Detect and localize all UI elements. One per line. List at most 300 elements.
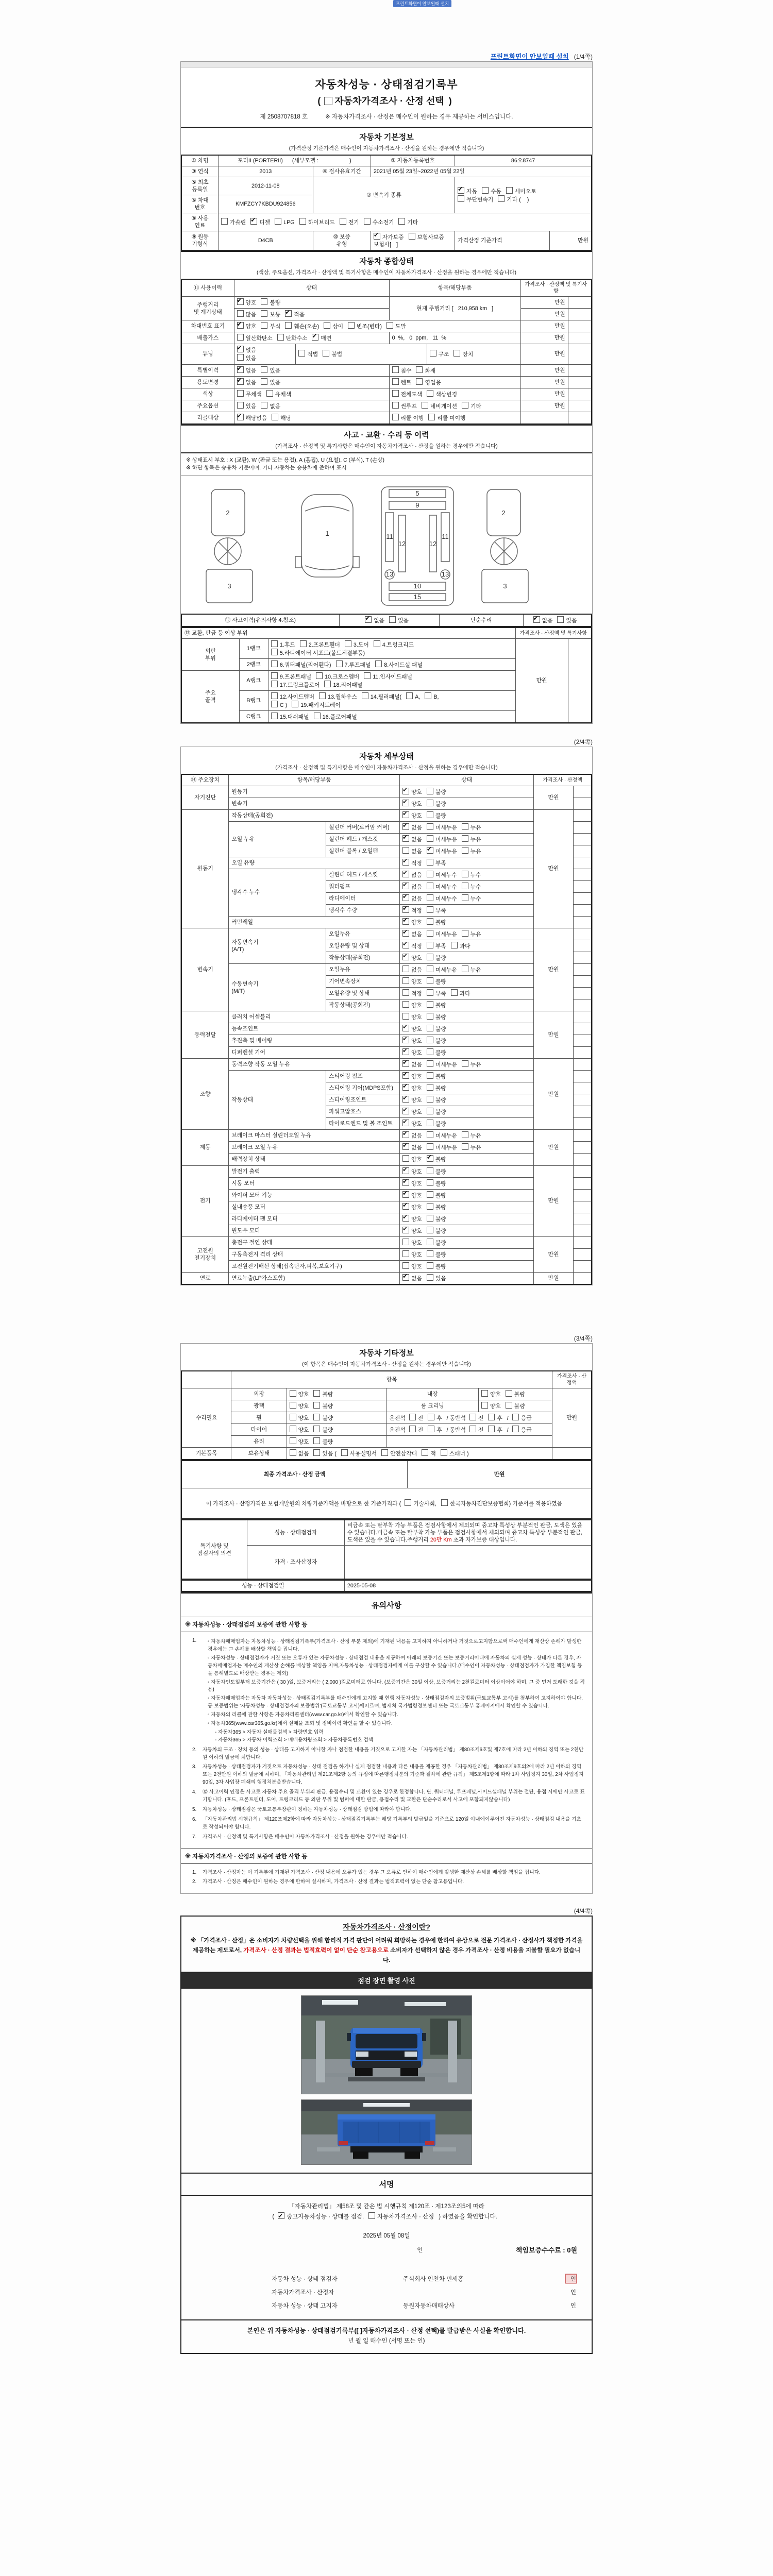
checkbox[interactable]: [402, 942, 409, 948]
checkbox[interactable]: [402, 930, 409, 937]
checkbox[interactable]: [402, 811, 409, 818]
checkbox[interactable]: [462, 402, 468, 409]
checkbox[interactable]: [402, 847, 409, 854]
checkbox[interactable]: [290, 1402, 296, 1409]
table-cell: [234, 388, 389, 400]
checkbox[interactable]: [402, 883, 409, 889]
checkbox[interactable]: [261, 298, 267, 305]
checkbox[interactable]: [374, 233, 380, 240]
option: [402, 894, 422, 903]
option: [427, 847, 457, 855]
checkbox[interactable]: [402, 1143, 409, 1150]
warranty-fee: 책임보증수수료 : 0원: [515, 2246, 577, 2255]
checkbox[interactable]: [462, 883, 468, 889]
checkbox[interactable]: [427, 1155, 433, 1162]
option: [402, 1131, 422, 1140]
checkbox[interactable]: [427, 883, 433, 889]
checkbox[interactable]: [427, 1215, 433, 1222]
table-cell: ⑥ 차대 번호: [181, 195, 218, 213]
option-label: 적법: [307, 351, 318, 358]
checkbox[interactable]: [488, 1426, 495, 1432]
checkbox[interactable]: [402, 1084, 409, 1091]
checkbox[interactable]: [402, 1215, 409, 1222]
checkbox[interactable]: [427, 1120, 433, 1126]
checkbox[interactable]: [261, 378, 267, 385]
checkbox[interactable]: [481, 1390, 488, 1397]
checkbox[interactable]: [341, 1449, 348, 1456]
checkbox[interactable]: [402, 1203, 409, 1210]
svg-text:2: 2: [501, 509, 506, 517]
checkbox[interactable]: [402, 1048, 409, 1055]
table-cell: 만원: [534, 928, 574, 1011]
checkbox[interactable]: [368, 2212, 375, 2219]
checkbox[interactable]: [427, 811, 433, 818]
checkbox[interactable]: [427, 954, 433, 960]
option-label: 없음: [245, 347, 257, 354]
checkbox[interactable]: [271, 692, 278, 699]
checkbox[interactable]: [278, 2212, 284, 2219]
table-cell: 스티어링 기어(MDPS포함): [326, 1082, 400, 1094]
checkbox[interactable]: [427, 1084, 433, 1091]
checkbox[interactable]: [402, 1120, 409, 1126]
option-label: 불량: [435, 1204, 446, 1211]
checkbox[interactable]: [427, 1108, 433, 1114]
option: [402, 859, 422, 867]
checkbox[interactable]: [427, 977, 433, 984]
checkbox[interactable]: [533, 616, 540, 623]
checkbox[interactable]: [312, 334, 318, 341]
svg-text:2: 2: [226, 509, 230, 517]
checkbox[interactable]: [261, 402, 267, 409]
checkbox[interactable]: [402, 989, 409, 996]
checkbox[interactable]: [313, 1390, 320, 1397]
checkbox[interactable]: [427, 1096, 433, 1103]
checkbox[interactable]: [364, 218, 371, 225]
checkbox[interactable]: [498, 195, 505, 202]
checkbox[interactable]: [427, 1274, 433, 1281]
option: [392, 378, 412, 386]
checkbox[interactable]: [324, 97, 332, 105]
checkbox[interactable]: [271, 713, 278, 719]
checkbox[interactable]: [428, 1426, 434, 1432]
checkbox[interactable]: [469, 1414, 476, 1420]
checkbox[interactable]: [427, 1203, 433, 1210]
option-label: 일산화탄소: [245, 335, 273, 342]
checkbox[interactable]: [402, 1191, 409, 1198]
checkbox[interactable]: [402, 1239, 409, 1245]
checkbox[interactable]: [298, 350, 305, 357]
checkbox[interactable]: [271, 640, 278, 647]
checkbox[interactable]: [221, 218, 228, 225]
option: [451, 942, 470, 950]
checkbox[interactable]: [427, 1143, 433, 1150]
checkbox[interactable]: [271, 681, 278, 687]
checkbox[interactable]: [462, 835, 468, 842]
checkbox[interactable]: [402, 1096, 409, 1103]
checkbox[interactable]: [409, 233, 415, 240]
option-label: 불량: [435, 1014, 446, 1021]
checkbox[interactable]: [340, 218, 346, 225]
sign-law-line-2: [272, 2214, 500, 2220]
table-cell: 동력조향 작동 오일 누유: [229, 1059, 400, 1071]
checkbox[interactable]: [323, 350, 329, 357]
option: [237, 354, 257, 362]
checkbox[interactable]: [405, 1499, 411, 1506]
checkbox[interactable]: [402, 1167, 409, 1174]
checkbox[interactable]: [402, 965, 409, 972]
checkbox[interactable]: [462, 1060, 468, 1067]
checkbox[interactable]: [348, 322, 355, 329]
table-cell: 단순수리: [439, 614, 523, 626]
checkbox[interactable]: [237, 414, 244, 420]
checkbox[interactable]: [314, 713, 321, 719]
table-cell: 등속조인트: [229, 1023, 400, 1035]
option-label: 불량: [322, 1391, 333, 1398]
option: [427, 965, 457, 974]
checkbox[interactable]: [398, 218, 405, 225]
checkbox[interactable]: [237, 354, 244, 361]
checkbox[interactable]: [402, 835, 409, 842]
option-label: 누유: [470, 836, 481, 843]
checkbox[interactable]: [557, 616, 564, 623]
checkbox[interactable]: [402, 1131, 409, 1138]
text-segment: 비금속 또는 탈부착 가능 부품은 점검사항에서 제외되며 중고차 특성상 부분적인 판금, 도색은 있을 수 있습니다.비금속 또는 탈부착 가능 부품은 점검사항에서 제외되며 중고차 특성상 부분적인 판금, 도색은 있을 수 있습니다.주행거리: [347, 1522, 583, 1544]
checkbox[interactable]: [427, 1262, 433, 1269]
checkbox[interactable]: [402, 823, 409, 830]
checkbox[interactable]: [458, 187, 464, 194]
checkbox[interactable]: [402, 800, 409, 806]
checkbox[interactable]: [237, 322, 244, 329]
checkbox[interactable]: [428, 414, 435, 420]
checkbox[interactable]: [261, 322, 267, 329]
option: [298, 350, 318, 358]
checkbox[interactable]: [451, 942, 458, 948]
table-cell: [573, 963, 592, 975]
checkbox[interactable]: [462, 847, 468, 854]
checkbox[interactable]: [237, 346, 244, 352]
checkbox[interactable]: [290, 1426, 296, 1432]
checkbox[interactable]: [427, 859, 433, 866]
checkbox[interactable]: [392, 366, 399, 373]
checkbox[interactable]: [427, 930, 433, 937]
table-cell: 오일 누유: [229, 821, 326, 857]
signer-row: [181, 2285, 592, 2299]
checkbox[interactable]: [427, 942, 433, 948]
checkbox[interactable]: [402, 1227, 409, 1233]
checkbox[interactable]: [271, 649, 278, 655]
checkbox[interactable]: [427, 823, 433, 830]
table-cell: [573, 869, 592, 880]
checkbox[interactable]: [427, 989, 433, 996]
checkbox[interactable]: [469, 1426, 476, 1432]
checkbox[interactable]: [237, 298, 244, 305]
option-label: 없음: [411, 895, 422, 902]
checkbox[interactable]: [316, 672, 323, 679]
table-cell: 브레이크 마스터 실린더오일 누유: [229, 1130, 400, 1142]
checkbox[interactable]: [422, 1449, 428, 1456]
checkbox[interactable]: [402, 906, 409, 913]
option: [221, 218, 246, 226]
checkbox[interactable]: [506, 187, 513, 194]
checkbox[interactable]: [427, 1048, 433, 1055]
checkbox[interactable]: [462, 871, 468, 877]
checkbox[interactable]: [299, 218, 306, 225]
checkbox[interactable]: [441, 1449, 447, 1456]
checkbox[interactable]: [416, 366, 423, 373]
table-cell: 주요 골격: [181, 671, 239, 723]
option-label: 가솔린: [229, 219, 246, 226]
checkbox[interactable]: [427, 1227, 433, 1233]
checkbox[interactable]: [441, 1499, 448, 1506]
checkbox[interactable]: [313, 1402, 320, 1409]
checkbox[interactable]: [285, 322, 292, 329]
checkbox[interactable]: [290, 1414, 296, 1420]
checkbox[interactable]: [271, 660, 278, 667]
checkbox[interactable]: [374, 640, 380, 647]
option: [278, 2212, 364, 2223]
top-install-badge[interactable]: 프린트화면이 안보일때 설치: [393, 0, 451, 7]
checkbox[interactable]: [402, 1274, 409, 1281]
checkbox[interactable]: [261, 366, 267, 373]
checkbox[interactable]: [237, 334, 244, 341]
option: [402, 1274, 422, 1282]
checkbox[interactable]: [277, 334, 284, 341]
confirm-line-2: 년 월 일 매수인 (서명 또는 인): [348, 2338, 425, 2345]
checkbox[interactable]: [427, 847, 433, 854]
option: [398, 218, 418, 226]
checkbox[interactable]: [336, 660, 343, 667]
option: [462, 1060, 481, 1069]
checkbox[interactable]: [364, 672, 371, 679]
option: [427, 1203, 446, 1211]
checkbox[interactable]: [409, 1426, 416, 1432]
checkbox[interactable]: [427, 788, 433, 794]
checkbox[interactable]: [453, 350, 460, 357]
checkbox[interactable]: [324, 681, 331, 687]
checkbox[interactable]: [462, 1131, 468, 1138]
option: [427, 1084, 446, 1092]
checkbox[interactable]: [313, 1414, 320, 1420]
checkbox[interactable]: [402, 871, 409, 877]
option-label: 불량: [435, 1074, 446, 1080]
checkbox[interactable]: [272, 414, 278, 420]
checkbox[interactable]: [290, 1449, 296, 1456]
checkbox[interactable]: [512, 1414, 519, 1420]
checkbox[interactable]: [319, 692, 326, 699]
checkbox[interactable]: [389, 616, 396, 623]
checkbox[interactable]: [425, 692, 431, 699]
checkbox[interactable]: [402, 1262, 409, 1269]
checkbox[interactable]: [237, 378, 244, 385]
option-label: 미세누유: [435, 848, 457, 855]
checkbox[interactable]: [392, 414, 399, 420]
checkbox[interactable]: [462, 930, 468, 937]
checkbox[interactable]: [409, 1414, 416, 1420]
checkbox[interactable]: [427, 1013, 433, 1020]
checkbox[interactable]: [402, 1001, 409, 1008]
section-subtitle: (이 항목은 매수인이 자동차가격조사 · 산정을 원하는 경우에만 적습니다): [302, 1361, 471, 1367]
table-cell: [573, 1047, 592, 1059]
option-label: 1.후드: [279, 642, 295, 649]
checkbox[interactable]: [427, 894, 433, 901]
option: [364, 218, 394, 226]
checkbox[interactable]: [250, 218, 257, 225]
checkbox[interactable]: [482, 187, 489, 194]
checkbox[interactable]: [275, 218, 281, 225]
checkbox[interactable]: [362, 692, 368, 699]
checkbox[interactable]: [261, 310, 267, 317]
option-label: 자동차가격조사 · 산정: [377, 2213, 434, 2220]
checkbox[interactable]: [402, 1072, 409, 1079]
checkbox[interactable]: [427, 1025, 433, 1031]
option: [427, 1001, 446, 1009]
checkbox[interactable]: [237, 310, 244, 317]
checkbox[interactable]: [427, 1191, 433, 1198]
checkbox[interactable]: [462, 965, 468, 972]
checkbox[interactable]: [427, 906, 433, 913]
checkbox[interactable]: [427, 1250, 433, 1257]
checkbox[interactable]: [427, 1179, 433, 1186]
table-cell: [399, 928, 533, 940]
option-label: 12.사이드멤버: [279, 694, 315, 701]
option-label: 18.리어패널: [333, 682, 363, 689]
checkbox[interactable]: [266, 390, 273, 397]
checkbox[interactable]: [427, 871, 433, 877]
checkbox[interactable]: [300, 640, 307, 647]
checkbox[interactable]: [402, 1013, 409, 1020]
checkbox[interactable]: [427, 1131, 433, 1138]
sheet-2: [180, 747, 593, 1285]
section-subtitle: (가격조사 · 산정액 및 특기사항은 매수인이 자동차가격조사 · 산정을 원하는 경우에만 적습니다): [275, 443, 498, 449]
checkbox[interactable]: [290, 1390, 296, 1397]
checkbox[interactable]: [313, 1449, 320, 1456]
checkbox[interactable]: [506, 1390, 512, 1397]
checkbox[interactable]: [488, 1414, 495, 1420]
form-table: [181, 1519, 592, 1580]
checkbox[interactable]: [271, 672, 278, 679]
print-help-link[interactable]: 프린트화면이 안보일때 설치: [490, 53, 569, 60]
checkbox[interactable]: [481, 1402, 488, 1409]
checkbox[interactable]: [402, 788, 409, 794]
checkbox[interactable]: [427, 800, 433, 806]
checkbox[interactable]: [237, 402, 244, 409]
checkbox[interactable]: [237, 390, 244, 397]
checkbox[interactable]: [427, 390, 433, 397]
checkbox[interactable]: [458, 195, 464, 202]
option-label: 없음: [411, 1062, 422, 1069]
section-accident-history: [181, 425, 592, 452]
checkbox[interactable]: [462, 1143, 468, 1150]
checkbox[interactable]: [402, 977, 409, 984]
table-cell: 특별이력: [181, 364, 234, 376]
checkbox[interactable]: [402, 918, 409, 925]
option: [312, 334, 331, 342]
option: [402, 847, 422, 855]
inspection-photo-rear: [301, 2100, 472, 2164]
option-label: 누유: [470, 1145, 481, 1151]
checkbox[interactable]: [402, 1060, 409, 1067]
checkbox[interactable]: [375, 660, 382, 667]
checkbox[interactable]: [427, 918, 433, 925]
checkbox[interactable]: [402, 1037, 409, 1043]
checkbox[interactable]: [237, 366, 244, 373]
checkbox[interactable]: [402, 954, 409, 960]
checkbox[interactable]: [422, 402, 428, 409]
checkbox[interactable]: [427, 1167, 433, 1174]
table-cell: [234, 400, 389, 412]
table-cell: [573, 1059, 592, 1071]
checkbox[interactable]: [402, 894, 409, 901]
checkbox[interactable]: [462, 894, 468, 901]
checkbox[interactable]: [402, 859, 409, 866]
checkbox[interactable]: [427, 1037, 433, 1043]
checkbox[interactable]: [392, 390, 399, 397]
table-cell: 만원: [520, 297, 568, 309]
table-cell: 조향: [181, 1059, 229, 1130]
table-cell: 만원: [520, 332, 568, 344]
checkbox[interactable]: [392, 378, 399, 385]
checkbox[interactable]: [324, 322, 330, 329]
checkbox[interactable]: [381, 1449, 388, 1456]
checkbox[interactable]: [392, 402, 399, 409]
option: [469, 1426, 483, 1434]
table-cell: [568, 412, 592, 424]
option-label: 영업용: [425, 379, 441, 386]
checkbox[interactable]: [427, 835, 433, 842]
checkbox[interactable]: [345, 640, 351, 647]
checkbox[interactable]: [402, 1025, 409, 1031]
checkbox[interactable]: [365, 616, 372, 623]
checkbox[interactable]: [462, 823, 468, 830]
checkbox[interactable]: [427, 1239, 433, 1245]
option: [402, 1060, 422, 1069]
table-cell: ⑬ 교환, 판금 등 이상 부위: [181, 628, 515, 639]
checkbox[interactable]: [451, 989, 458, 996]
checkbox[interactable]: [427, 1060, 433, 1067]
checkbox[interactable]: [313, 1426, 320, 1432]
checkbox[interactable]: [427, 1072, 433, 1079]
checkbox[interactable]: [290, 1437, 296, 1444]
checkbox[interactable]: [428, 1414, 434, 1420]
checkbox[interactable]: [285, 310, 292, 317]
checkbox[interactable]: [313, 1437, 320, 1444]
checkbox[interactable]: [386, 322, 393, 329]
checkbox[interactable]: [271, 701, 278, 707]
checkbox[interactable]: [430, 350, 436, 357]
checkbox[interactable]: [402, 1250, 409, 1257]
option-label: 없음: [411, 848, 422, 855]
checkbox[interactable]: [402, 1108, 409, 1114]
option-label: 7.루프패널: [344, 662, 371, 669]
table-cell: D4CB: [218, 231, 313, 251]
option: [271, 640, 295, 649]
note-item: 1. 가격조사 · 산정자는 이 기록부에 기재된 가격조사 · 산정 내용에 오류가 있는 경우 그 오류로 인하여 매수인에게 발생한 재산상 손해를 배상할 책임을 집니다.: [192, 1869, 541, 1875]
checkbox[interactable]: [427, 1001, 433, 1008]
checkbox[interactable]: [402, 1179, 409, 1186]
option-label: 기타: [407, 219, 418, 226]
table-cell: 기어변속장치: [326, 976, 400, 988]
checkbox[interactable]: [512, 1426, 519, 1432]
checkbox[interactable]: [402, 1155, 409, 1162]
svg-text:15: 15: [413, 593, 422, 601]
checkbox[interactable]: [416, 378, 423, 385]
option: [285, 322, 319, 330]
table-cell: 발전기 출력: [229, 1165, 400, 1177]
checkbox[interactable]: [406, 692, 413, 699]
checkbox[interactable]: [292, 701, 298, 707]
checkbox[interactable]: [506, 1402, 512, 1409]
checkbox[interactable]: [427, 965, 433, 972]
